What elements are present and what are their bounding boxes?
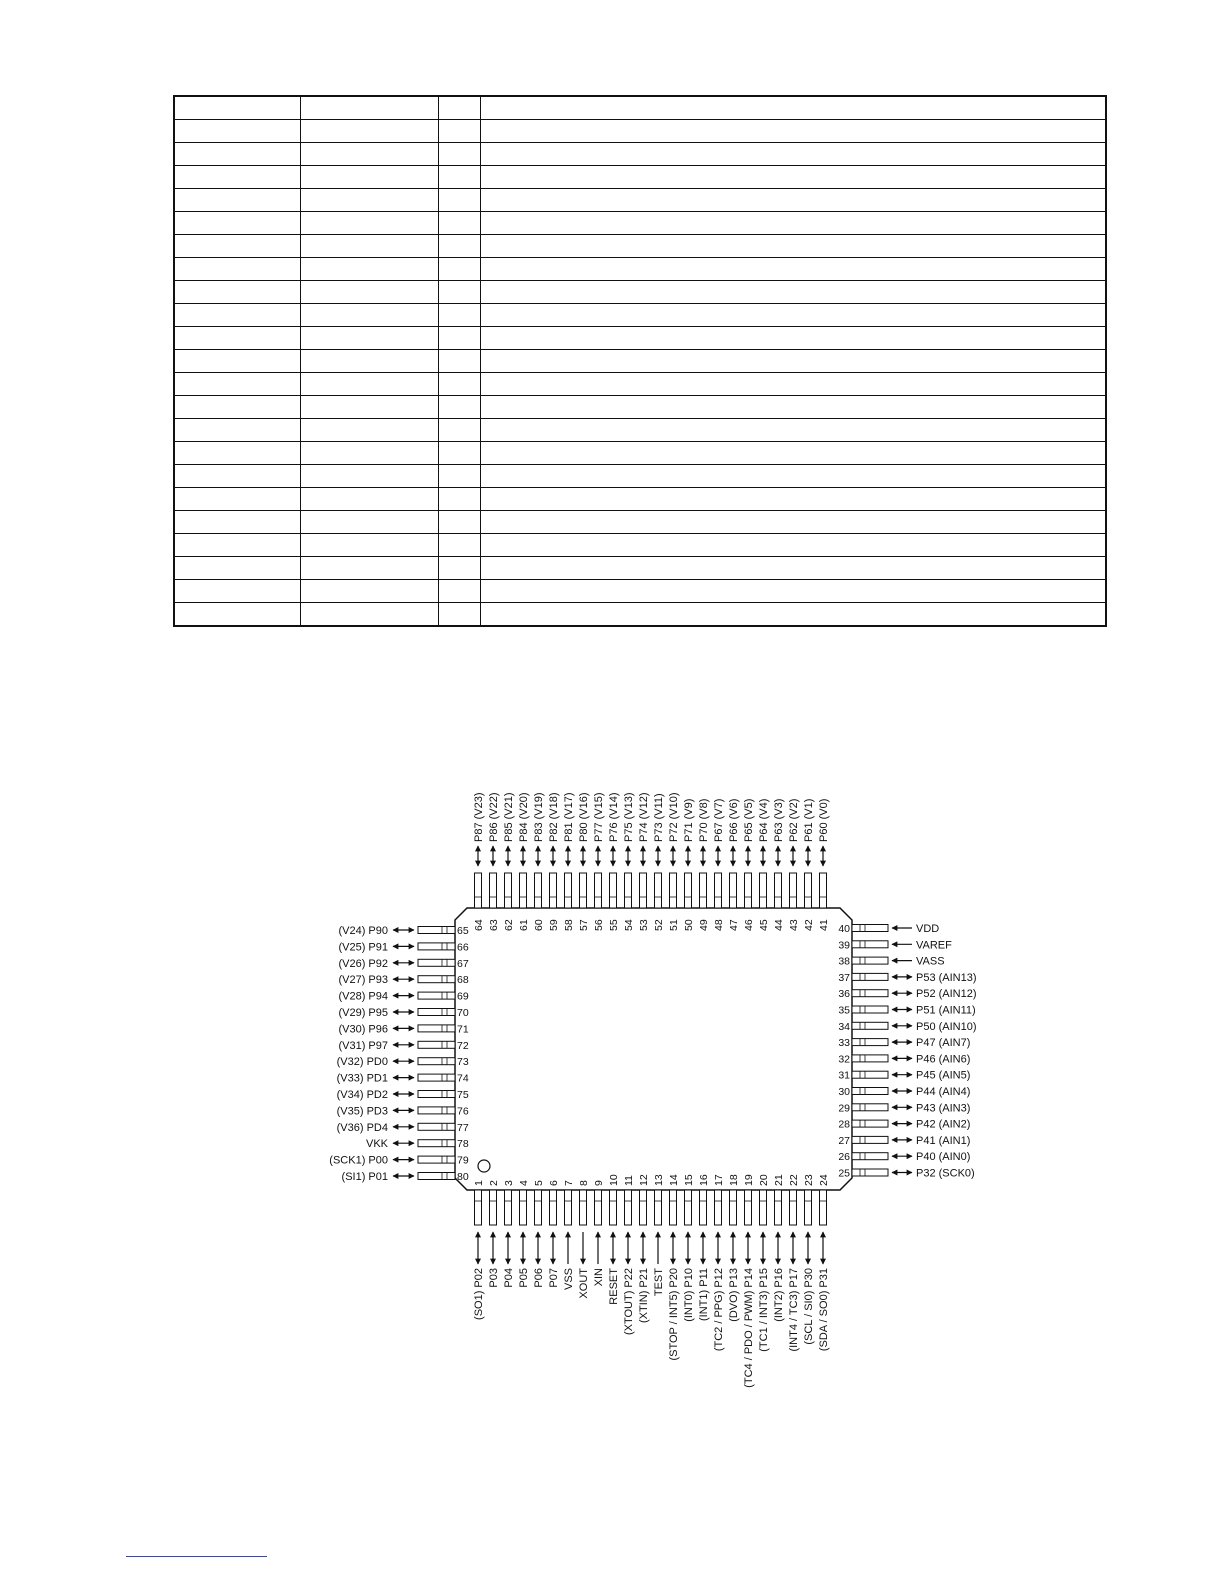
pin-lead xyxy=(820,873,827,908)
pin-number: 46 xyxy=(743,919,755,931)
pin-lead xyxy=(418,1140,455,1147)
pin-lead xyxy=(475,1190,482,1225)
pin-label-bottom: P06 xyxy=(533,1268,545,1288)
pin-lead xyxy=(670,1190,677,1225)
pin-label-left: (V29) P95 xyxy=(338,1007,388,1019)
pin-lead xyxy=(852,1104,888,1111)
pin-number: 27 xyxy=(838,1134,850,1147)
pin-lead xyxy=(640,1190,647,1225)
pin-label-bottom: (STOP / INT5) P20 xyxy=(668,1268,680,1361)
pin-lead xyxy=(475,873,482,908)
pin-number: 35 xyxy=(838,1004,850,1017)
pin-lead xyxy=(715,873,722,908)
pin-number: 6 xyxy=(548,1180,560,1186)
pin-number: 50 xyxy=(683,919,695,931)
pin-number: 38 xyxy=(838,955,850,968)
pin-lead xyxy=(625,873,632,908)
pin-label-left: (V34) PD2 xyxy=(336,1089,388,1101)
pin-number: 64 xyxy=(473,919,485,931)
pin-number: 39 xyxy=(838,939,850,952)
pin-label-left: (V30) P96 xyxy=(338,1023,388,1036)
pin-lead xyxy=(418,1123,455,1130)
pin-number: 77 xyxy=(457,1121,469,1134)
pin-number: 15 xyxy=(683,1174,695,1186)
pin-label-bottom: P04 xyxy=(503,1268,515,1288)
pin-label-top: P81 (V17) xyxy=(563,792,575,842)
pin-number: 49 xyxy=(698,919,710,931)
pin-label-top: P73 (V11) xyxy=(653,793,665,842)
pin-lead xyxy=(505,1190,512,1225)
pin-label-top: P87 (V23) xyxy=(473,792,485,842)
pin-label-right: P43 (AIN3) xyxy=(916,1102,971,1115)
pin-lead xyxy=(852,990,888,997)
pin-lead xyxy=(805,1190,812,1225)
pin-label-bottom: P05 xyxy=(518,1268,530,1288)
pin-label-right: P46 (AIN6) xyxy=(916,1053,971,1066)
pin-lead xyxy=(640,873,647,908)
pin-label-right: VASS xyxy=(916,955,945,968)
pin-number: 16 xyxy=(698,1174,710,1186)
pin-lead xyxy=(580,1190,587,1225)
pin-lead xyxy=(625,1190,632,1225)
pin-lead xyxy=(852,925,888,932)
pin-label-right: P41 (AIN1) xyxy=(916,1134,971,1147)
pin-label-left: (SI1) P01 xyxy=(341,1171,388,1183)
pin-label-bottom: TEST xyxy=(653,1268,665,1297)
pin-label-bottom: (TC4 / PDO / PWM) P14 xyxy=(743,1268,755,1388)
pin-number: 70 xyxy=(457,1007,469,1019)
pin-label-left: (V36) PD4 xyxy=(336,1121,388,1134)
pin-number: 52 xyxy=(653,919,665,931)
pin-number: 22 xyxy=(788,1174,800,1186)
pin-number: 43 xyxy=(788,919,800,931)
pin-number: 18 xyxy=(728,1174,740,1186)
pin-lead xyxy=(565,1190,572,1225)
pin-number: 10 xyxy=(608,1174,620,1186)
pin-number: 32 xyxy=(838,1053,850,1066)
pin-label-top: P80 (V16) xyxy=(578,792,590,842)
pin-lead xyxy=(505,873,512,908)
pin-label-top: P64 (V4) xyxy=(758,798,770,842)
pin-lead xyxy=(775,873,782,908)
pin-label-top: P84 (V20) xyxy=(518,792,530,842)
pin-lead xyxy=(550,1190,557,1225)
pin-label-left: (V35) PD3 xyxy=(336,1105,388,1118)
pin-lead xyxy=(418,1074,455,1081)
pin-number: 54 xyxy=(623,919,635,931)
pin-label-right: P53 (AIN13) xyxy=(916,971,977,984)
pin-number: 71 xyxy=(457,1023,469,1036)
pin-lead xyxy=(418,943,455,950)
pin-number: 62 xyxy=(503,919,515,931)
pin-lead xyxy=(418,1091,455,1098)
pin-label-left: (V33) PD1 xyxy=(336,1072,388,1085)
pin-number: 79 xyxy=(457,1154,469,1167)
pin-number: 68 xyxy=(457,974,469,987)
pin-lead xyxy=(535,873,542,908)
pin-label-bottom: (INT0) P10 xyxy=(683,1268,695,1322)
pin-lead xyxy=(852,1136,888,1143)
pin-number: 65 xyxy=(457,925,469,937)
pin-number: 24 xyxy=(818,1174,830,1186)
pin-label-right: P50 (AIN10) xyxy=(916,1020,977,1033)
pin-number: 34 xyxy=(838,1020,850,1033)
pin-label-bottom: P07 xyxy=(548,1268,560,1288)
pin-label-top: P74 (V12) xyxy=(638,792,650,842)
pin-number: 66 xyxy=(457,941,469,954)
pin-lead xyxy=(745,873,752,908)
pin-number: 31 xyxy=(838,1069,850,1082)
pin-label-bottom: VSS xyxy=(563,1268,575,1291)
pin-label-top: P61 (V1) xyxy=(803,798,815,842)
pin-lead xyxy=(418,927,455,934)
pin-label-top: P72 (V10) xyxy=(668,792,680,842)
pin-lead xyxy=(580,873,587,908)
pin-lead xyxy=(418,959,455,966)
pin-label-right: P51 (AIN11) xyxy=(916,1004,976,1017)
pin-lead xyxy=(852,973,888,980)
pin-label-top: P67 (V7) xyxy=(713,798,725,842)
pin-label-bottom: (SCL / SI0) P30 xyxy=(803,1268,815,1345)
pin-label-left: (V28) P94 xyxy=(338,990,388,1003)
pin-number: 76 xyxy=(457,1105,469,1118)
pin-lead xyxy=(852,941,888,948)
pin-label-right: P44 (AIN4) xyxy=(916,1086,971,1098)
pin-lead xyxy=(418,1009,455,1016)
pin-number: 48 xyxy=(713,919,725,931)
pin-lead xyxy=(852,957,888,964)
pin-lead xyxy=(852,1153,888,1160)
pin-number: 3 xyxy=(503,1180,515,1186)
pin-lead xyxy=(418,1025,455,1032)
pin-lead xyxy=(655,1190,662,1225)
pin-number: 42 xyxy=(803,919,815,931)
pin-label-left: (V32) PD0 xyxy=(336,1056,388,1069)
pin-lead xyxy=(418,1058,455,1065)
pin-lead xyxy=(745,1190,752,1225)
pin-label-top: P63 (V3) xyxy=(773,798,785,842)
pin-number: 47 xyxy=(728,919,740,931)
pin-number: 69 xyxy=(457,990,469,1003)
pin-number: 7 xyxy=(563,1180,575,1186)
pin-label-left: (V26) P92 xyxy=(338,957,388,970)
pin-number: 23 xyxy=(803,1174,815,1186)
pin-lead xyxy=(418,976,455,983)
pin-lead xyxy=(418,1041,455,1048)
pin-label-left: (V24) P90 xyxy=(338,925,388,937)
pin-lead xyxy=(418,1173,455,1180)
pin-label-top: P70 (V8) xyxy=(698,798,710,842)
pin-label-bottom: (XTOUT) P22 xyxy=(623,1268,635,1336)
pin-lead xyxy=(852,1088,888,1095)
pin-number: 26 xyxy=(838,1151,850,1164)
pin-lead xyxy=(418,1107,455,1114)
pin-lead xyxy=(700,873,707,908)
pin-number: 74 xyxy=(457,1072,469,1085)
pin-label-bottom: (TC1 / INT3) P15 xyxy=(758,1268,770,1352)
pin-lead xyxy=(490,1190,497,1225)
pin-number: 25 xyxy=(838,1167,850,1180)
pin-number: 67 xyxy=(457,957,469,970)
pin-number: 57 xyxy=(578,919,590,931)
pin-label-bottom: (SDA / SO0) P31 xyxy=(818,1268,830,1352)
pin-lead xyxy=(730,873,737,908)
pin-label-right: VAREF xyxy=(916,939,952,952)
pin-lead xyxy=(730,1190,737,1225)
pin-lead xyxy=(820,1190,827,1225)
pin-label-bottom: (TC2 / PPG) P12 xyxy=(713,1268,725,1352)
pin-label-bottom: P03 xyxy=(488,1268,500,1288)
pin-lead xyxy=(775,1190,782,1225)
pin-number: 14 xyxy=(668,1174,680,1186)
pin-number: 45 xyxy=(758,919,770,931)
pin-label-right: P52 (AIN12) xyxy=(916,988,977,1001)
pin-label-bottom: (DVO) P13 xyxy=(728,1268,740,1322)
pin-number: 29 xyxy=(838,1102,850,1115)
pin-number: 1 xyxy=(473,1180,485,1186)
pin-number: 33 xyxy=(838,1037,850,1050)
pin-lead xyxy=(760,1190,767,1225)
pin-number: 8 xyxy=(578,1180,590,1186)
pin-number: 56 xyxy=(593,919,605,931)
pin-number: 80 xyxy=(457,1171,469,1183)
pin-lead xyxy=(520,873,527,908)
pin-number: 2 xyxy=(488,1180,500,1186)
pin-label-right: P45 (AIN5) xyxy=(916,1069,971,1082)
pin-number: 11 xyxy=(623,1175,635,1186)
pin-label-top: P83 (V19) xyxy=(533,792,545,842)
pin-lead xyxy=(852,1120,888,1127)
pin-lead xyxy=(670,873,677,908)
pin-lead xyxy=(715,1190,722,1225)
pin-label-bottom: RESET xyxy=(608,1268,620,1305)
pin-number: 37 xyxy=(838,971,850,984)
pin-label-top: P60 (V0) xyxy=(818,798,830,842)
pin-lead xyxy=(852,1006,888,1013)
pin-label-bottom: (INT4 / TC3) P17 xyxy=(788,1268,800,1352)
pin-lead xyxy=(852,1071,888,1078)
pin-number: 75 xyxy=(457,1089,469,1101)
pin-label-top: P75 (V13) xyxy=(623,792,635,842)
pin-label-top: P86 (V22) xyxy=(488,792,500,842)
pin-number: 61 xyxy=(518,919,530,931)
pin-label-right: P42 (AIN2) xyxy=(916,1118,971,1131)
pin-number: 9 xyxy=(593,1180,605,1186)
pin-number: 40 xyxy=(838,923,850,935)
pin-lead xyxy=(520,1190,527,1225)
pin-number: 41 xyxy=(818,919,830,931)
pin-label-left: (V27) P93 xyxy=(338,974,388,987)
pin-number: 60 xyxy=(533,919,545,931)
pin-label-top: P66 (V6) xyxy=(728,798,740,842)
pin-label-top: P82 (V18) xyxy=(548,792,560,842)
footer-link-underline[interactable] xyxy=(126,1556,267,1557)
pin-label-top: P65 (V5) xyxy=(743,798,755,842)
pin-label-right: VDD xyxy=(916,923,940,935)
pin-lead xyxy=(685,873,692,908)
pin-number: 30 xyxy=(838,1086,850,1098)
pin-lead xyxy=(418,992,455,999)
pin-lead xyxy=(852,1039,888,1046)
pin-number: 72 xyxy=(457,1039,469,1052)
pin-label-bottom: (SO1) P02 xyxy=(473,1268,485,1320)
pin-lead xyxy=(595,873,602,908)
pin-number: 5 xyxy=(533,1180,545,1186)
pin-label-left: (SCK1) P00 xyxy=(329,1154,388,1167)
pin-lead xyxy=(760,873,767,908)
pin-number: 28 xyxy=(838,1118,850,1131)
pin-lead xyxy=(565,873,572,908)
pin-number: 51 xyxy=(668,919,680,931)
pin-lead xyxy=(852,1055,888,1062)
pin-label-left: (V31) P97 xyxy=(338,1039,388,1052)
pin-label-top: P77 (V15) xyxy=(593,792,605,842)
pin-lead xyxy=(535,1190,542,1225)
pin-label-bottom: (INT2) P16 xyxy=(773,1268,785,1322)
pin-lead xyxy=(852,1169,888,1176)
pin-number: 55 xyxy=(608,919,620,931)
pin-label-right: P40 (AIN0) xyxy=(916,1151,971,1164)
pin-lead xyxy=(418,1156,455,1163)
pin-label-bottom: (INT1) P11 xyxy=(698,1268,710,1321)
pin-number: 53 xyxy=(638,919,650,931)
pin-label-top: P85 (V21) xyxy=(503,792,515,842)
pin-number: 21 xyxy=(773,1174,785,1186)
pin-label-left: (V25) P91 xyxy=(338,941,388,954)
pin-lead xyxy=(550,873,557,908)
pin-number: 12 xyxy=(638,1174,650,1186)
chip-body xyxy=(455,908,852,1190)
pin-lead xyxy=(700,1190,707,1225)
pin-lead xyxy=(805,873,812,908)
pin-label-right: P32 (SCK0) xyxy=(916,1167,975,1180)
pin-label-right: P47 (AIN7) xyxy=(916,1037,971,1050)
pin-label-bottom: XOUT xyxy=(578,1268,590,1299)
pin-label-left: VKK xyxy=(365,1138,388,1151)
pin-lead xyxy=(655,873,662,908)
pin-number: 19 xyxy=(743,1174,755,1186)
pin-number: 58 xyxy=(563,919,575,931)
pin-number: 13 xyxy=(653,1174,665,1186)
pin-lead xyxy=(852,1022,888,1029)
pin-lead xyxy=(610,873,617,908)
pin-number: 73 xyxy=(457,1056,469,1069)
pin-label-top: P62 (V2) xyxy=(788,798,800,842)
pin-label-top: P76 (V14) xyxy=(608,792,620,842)
pin-lead xyxy=(685,1190,692,1225)
pin-lead xyxy=(490,873,497,908)
pin-lead xyxy=(610,1190,617,1225)
pin-number: 20 xyxy=(758,1174,770,1186)
pin-number: 17 xyxy=(713,1174,725,1186)
pin-number: 78 xyxy=(457,1138,469,1151)
pin-lead xyxy=(790,873,797,908)
pin-label-bottom: (XTIN) P21 xyxy=(638,1268,650,1324)
pin-label-bottom: XIN xyxy=(593,1268,605,1287)
pin-lead xyxy=(790,1190,797,1225)
pin-number: 44 xyxy=(773,919,785,931)
pin-number: 36 xyxy=(838,988,850,1001)
pin-label-top: P71 (V9) xyxy=(683,798,695,842)
pin-number: 63 xyxy=(488,919,500,931)
pin-lead xyxy=(595,1190,602,1225)
pin-number: 59 xyxy=(548,919,560,931)
pin-number: 4 xyxy=(518,1180,530,1186)
